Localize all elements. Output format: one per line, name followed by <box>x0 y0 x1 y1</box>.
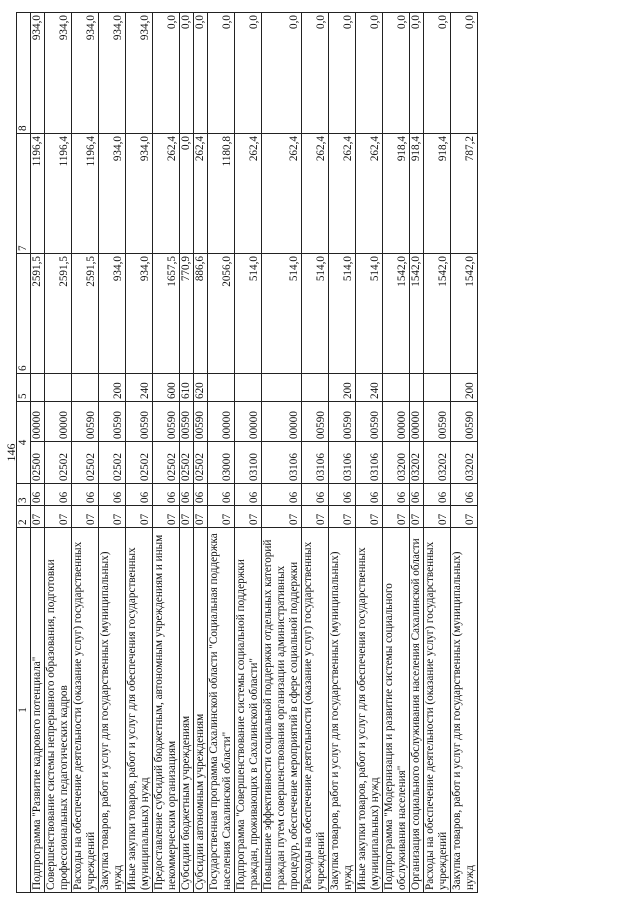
row-expense-type: 240 <box>356 374 383 402</box>
row-expense-type <box>31 374 45 402</box>
row-podrazdel: 06 <box>72 484 99 506</box>
row-direction-code: 00590 <box>194 402 208 442</box>
row-value-col8: 934,0 <box>31 13 45 134</box>
row-name: Иные закупки товаров, работ и услуг для обеспечения государственных (муниципальных) нужд <box>126 528 153 893</box>
row-value-col6: 1542,0 <box>451 254 478 374</box>
row-program-code: 03100 <box>235 442 262 484</box>
row-value-col6: 934,0 <box>126 254 153 374</box>
row-program-code: 02500 <box>31 442 45 484</box>
row-value-col8: 0,0 <box>262 13 302 134</box>
row-podrazdel: 06 <box>126 484 153 506</box>
row-value-col8: 0,0 <box>383 13 410 134</box>
row-value-col6: 886,6 <box>194 254 208 374</box>
row-value-col6: 1542,0 <box>424 254 451 374</box>
row-value-col8: 934,0 <box>99 13 126 134</box>
row-podrazdel: 06 <box>153 484 180 506</box>
table-row <box>31 13 45 893</box>
row-expense-type: 200 <box>99 374 126 402</box>
row-expense-type <box>424 374 451 402</box>
row-program-code: 02502 <box>194 442 208 484</box>
row-value-col7: 262,4 <box>153 134 180 254</box>
row-razdel: 07 <box>72 506 99 528</box>
row-direction-code: 00590 <box>99 402 126 442</box>
table-row <box>208 13 235 893</box>
row-expense-type: 600 <box>153 374 180 402</box>
row-value-col6: 2056,0 <box>208 254 235 374</box>
row-expense-type <box>208 374 235 402</box>
row-name: Закупка товаров, работ и услуг для государственных (муниципальных) нужд <box>451 528 478 893</box>
row-razdel: 07 <box>153 506 180 528</box>
table-row <box>235 13 262 893</box>
row-value-col6: 2591,5 <box>72 254 99 374</box>
row-razdel: 07 <box>262 506 302 528</box>
row-podrazdel: 06 <box>45 484 72 506</box>
table-row <box>451 13 478 893</box>
row-value-col7: 262,4 <box>302 134 329 254</box>
row-value-col7: 918,4 <box>410 134 424 254</box>
row-value-col8: 0,0 <box>329 13 356 134</box>
row-name: Государственная программа Сахалинской области "Социальная поддержка населения Сахалинской области" <box>208 528 235 893</box>
row-name: Расходы на обеспечение деятельности (оказание услуг) государственных учреждений <box>302 528 329 893</box>
row-value-col7: 1196,4 <box>31 134 45 254</box>
row-razdel: 07 <box>208 506 235 528</box>
page-number: 146 <box>4 443 18 462</box>
row-direction-code: 00590 <box>72 402 99 442</box>
row-value-col8: 0,0 <box>208 13 235 134</box>
row-name: Предоставление субсидий бюджетным, автономным учреждениям и иным некоммерческим организациям <box>153 528 180 893</box>
row-expense-type <box>410 374 424 402</box>
row-podrazdel: 06 <box>208 484 235 506</box>
row-podrazdel: 06 <box>302 484 329 506</box>
row-value-col6: 514,0 <box>302 254 329 374</box>
table-row <box>410 13 424 893</box>
row-name: Закупка товаров, работ и услуг для государственных (муниципальных) нужд <box>99 528 126 893</box>
table-row <box>72 13 99 893</box>
row-podrazdel: 06 <box>451 484 478 506</box>
row-razdel: 07 <box>451 506 478 528</box>
table-row <box>383 13 410 893</box>
row-razdel: 07 <box>45 506 72 528</box>
table-body <box>31 13 478 893</box>
row-value-col8: 0,0 <box>302 13 329 134</box>
header-cell: 5 <box>17 374 31 402</box>
row-value-col6: 1657,5 <box>153 254 180 374</box>
row-podrazdel: 06 <box>235 484 262 506</box>
row-value-col8: 934,0 <box>126 13 153 134</box>
row-podrazdel: 06 <box>262 484 302 506</box>
row-value-col7: 918,4 <box>424 134 451 254</box>
row-program-code: 02502 <box>72 442 99 484</box>
row-razdel: 07 <box>302 506 329 528</box>
row-podrazdel: 06 <box>99 484 126 506</box>
header-cell: 4 <box>17 402 31 484</box>
row-value-col6: 770,9 <box>180 254 194 374</box>
row-direction-code: 00000 <box>45 402 72 442</box>
row-podrazdel: 06 <box>31 484 45 506</box>
table-row <box>153 13 180 893</box>
row-program-code: 02502 <box>180 442 194 484</box>
row-expense-type: 240 <box>126 374 153 402</box>
row-direction-code: 00000 <box>262 402 302 442</box>
row-name: Иные закупки товаров, работ и услуг для обеспечения государственных (муниципальных) нужд <box>356 528 383 893</box>
row-razdel: 07 <box>99 506 126 528</box>
row-direction-code: 00590 <box>153 402 180 442</box>
row-value-col8: 0,0 <box>356 13 383 134</box>
row-direction-code: 00000 <box>31 402 45 442</box>
row-program-code: 03106 <box>302 442 329 484</box>
row-name: Субсидии автономным учреждениям <box>194 528 208 893</box>
row-program-code: 03106 <box>356 442 383 484</box>
header-cell: 2 <box>17 506 31 528</box>
row-direction-code: 00590 <box>356 402 383 442</box>
row-value-col6: 514,0 <box>329 254 356 374</box>
row-name: Подпрограмма "Развитие кадрового потенциала" <box>31 528 45 893</box>
row-direction-code: 00590 <box>302 402 329 442</box>
row-expense-type: 200 <box>329 374 356 402</box>
header-cell: 8 <box>17 13 31 134</box>
row-expense-type <box>235 374 262 402</box>
row-name: Подпрограмма "Совершенствование системы социальной поддержки граждан, проживающих в Сахалинской области" <box>235 528 262 893</box>
table-row <box>194 13 208 893</box>
row-podrazdel: 06 <box>356 484 383 506</box>
row-razdel: 07 <box>410 506 424 528</box>
header-cell: 7 <box>17 134 31 254</box>
row-value-col7: 934,0 <box>126 134 153 254</box>
row-name: Закупка товаров, работ и услуг для государственных (муниципальных) нужд <box>329 528 356 893</box>
row-program-code: 03202 <box>451 442 478 484</box>
row-value-col8: 0,0 <box>153 13 180 134</box>
row-program-code: 02502 <box>99 442 126 484</box>
row-value-col8: 0,0 <box>235 13 262 134</box>
row-value-col6: 514,0 <box>356 254 383 374</box>
row-value-col8: 0,0 <box>194 13 208 134</box>
row-program-code: 03106 <box>262 442 302 484</box>
row-razdel: 07 <box>383 506 410 528</box>
row-value-col8: 934,0 <box>45 13 72 134</box>
row-program-code: 03000 <box>208 442 235 484</box>
row-direction-code: 00590 <box>451 402 478 442</box>
row-direction-code: 00000 <box>208 402 235 442</box>
row-value-col8: 934,0 <box>72 13 99 134</box>
row-value-col7: 262,4 <box>262 134 302 254</box>
row-value-col7: 787,2 <box>451 134 478 254</box>
row-direction-code: 00000 <box>383 402 410 442</box>
row-podrazdel: 06 <box>194 484 208 506</box>
table-row <box>262 13 302 893</box>
table-row <box>424 13 451 893</box>
row-direction-code: 00000 <box>410 402 424 442</box>
row-razdel: 07 <box>424 506 451 528</box>
row-program-code: 02502 <box>153 442 180 484</box>
row-razdel: 07 <box>356 506 383 528</box>
row-razdel: 07 <box>180 506 194 528</box>
row-value-col7: 262,4 <box>329 134 356 254</box>
row-value-col7: 262,4 <box>194 134 208 254</box>
row-direction-code: 00590 <box>180 402 194 442</box>
row-name: Организация социального обслуживания населения Сахалинской области <box>410 528 424 893</box>
row-razdel: 07 <box>235 506 262 528</box>
row-direction-code: 00590 <box>424 402 451 442</box>
row-name: Совершенствование системы непрерывного образования, подготовки профессиональных педагогических кадров <box>45 528 72 893</box>
row-value-col8: 0,0 <box>180 13 194 134</box>
row-value-col6: 514,0 <box>262 254 302 374</box>
row-expense-type <box>383 374 410 402</box>
budget-table <box>16 12 478 893</box>
row-program-code: 02502 <box>45 442 72 484</box>
row-expense-type: 610 <box>180 374 194 402</box>
row-name: Субсидии бюджетным учреждениям <box>180 528 194 893</box>
row-value-col8: 0,0 <box>451 13 478 134</box>
row-name: Расходы на обеспечение деятельности (оказание услуг) государственных учреждений <box>424 528 451 893</box>
row-expense-type: 620 <box>194 374 208 402</box>
row-name: Расходы на обеспечение деятельности (оказание услуг) государственных учреждений <box>72 528 99 893</box>
table-row <box>329 13 356 893</box>
row-razdel: 07 <box>194 506 208 528</box>
row-name: Повышение эффективности социальной поддержки отдельных категорий граждан путем совершенствования организации административных процедур, обеспечение мероприятий в сфере социальной поддержки <box>262 528 302 893</box>
row-expense-type: 200 <box>451 374 478 402</box>
row-value-col7: 262,4 <box>356 134 383 254</box>
row-expense-type <box>45 374 72 402</box>
row-program-code: 03106 <box>329 442 356 484</box>
row-value-col7: 1196,4 <box>45 134 72 254</box>
row-value-col7: 0,0 <box>180 134 194 254</box>
row-podrazdel: 06 <box>383 484 410 506</box>
row-direction-code: 00590 <box>126 402 153 442</box>
row-value-col6: 514,0 <box>235 254 262 374</box>
row-expense-type <box>262 374 302 402</box>
header-cell: 3 <box>17 484 31 506</box>
header-cell: 6 <box>17 254 31 374</box>
row-direction-code: 00000 <box>235 402 262 442</box>
row-expense-type <box>72 374 99 402</box>
row-value-col6: 1542,0 <box>410 254 424 374</box>
row-razdel: 07 <box>126 506 153 528</box>
row-value-col7: 934,0 <box>99 134 126 254</box>
row-podrazdel: 06 <box>180 484 194 506</box>
table-row <box>45 13 72 893</box>
table-row <box>180 13 194 893</box>
row-value-col6: 1542,0 <box>383 254 410 374</box>
row-expense-type <box>302 374 329 402</box>
row-program-code: 03202 <box>410 442 424 484</box>
row-value-col8: 0,0 <box>424 13 451 134</box>
table-row <box>302 13 329 893</box>
row-program-code: 03200 <box>383 442 410 484</box>
row-value-col6: 2591,5 <box>45 254 72 374</box>
table-row <box>126 13 153 893</box>
row-podrazdel: 06 <box>329 484 356 506</box>
row-podrazdel: 06 <box>410 484 424 506</box>
row-value-col7: 918,4 <box>383 134 410 254</box>
row-value-col6: 934,0 <box>99 254 126 374</box>
table-row <box>99 13 126 893</box>
row-name: Подпрограмма "Модернизация и развитие системы социального обслуживания населения" <box>383 528 410 893</box>
row-value-col6: 2591,5 <box>31 254 45 374</box>
row-value-col7: 262,4 <box>235 134 262 254</box>
header-cell: 1 <box>17 528 31 893</box>
table-row <box>356 13 383 893</box>
row-razdel: 07 <box>31 506 45 528</box>
row-program-code: 02502 <box>126 442 153 484</box>
row-program-code: 03202 <box>424 442 451 484</box>
row-direction-code: 00590 <box>329 402 356 442</box>
row-value-col7: 1180,8 <box>208 134 235 254</box>
header-row <box>17 13 31 893</box>
row-value-col8: 0,0 <box>410 13 424 134</box>
row-podrazdel: 06 <box>424 484 451 506</box>
row-razdel: 07 <box>329 506 356 528</box>
row-value-col7: 1196,4 <box>72 134 99 254</box>
